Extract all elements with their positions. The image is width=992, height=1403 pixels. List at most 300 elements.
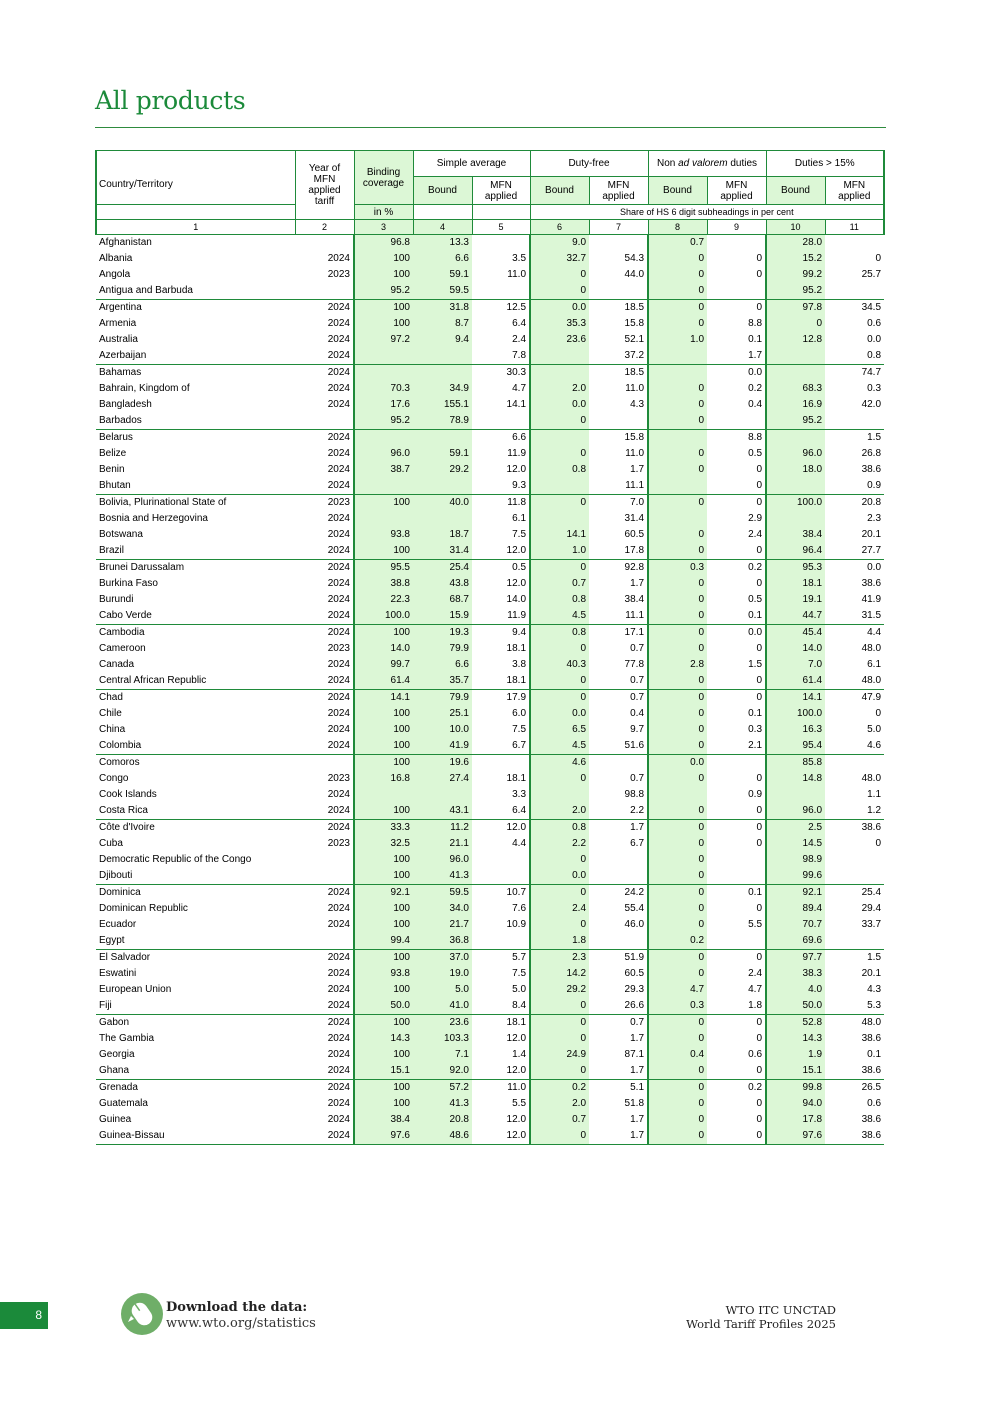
col-num-9: 9 (707, 220, 766, 235)
cell-value (413, 478, 472, 495)
cell-value: 7.5 (512, 724, 527, 735)
cell-value (825, 933, 884, 950)
cell-value: 10.9 (506, 919, 527, 930)
cell-value (707, 283, 766, 300)
cell-value: 32.5 (354, 836, 413, 852)
cell-value: 0 (648, 966, 707, 982)
cell-value: 2024 (327, 1033, 350, 1044)
cell-value: 0 (648, 690, 707, 707)
cell-country: Cook Islands (99, 789, 157, 800)
cell-country: Burundi (99, 594, 134, 605)
cell-value: 0.4 (648, 1047, 707, 1063)
cell-value: 0.7 (530, 1112, 589, 1128)
cell-value: 100.0 (766, 495, 825, 512)
cell-value: 70.3 (354, 381, 413, 397)
cell-value: 0 (648, 706, 707, 722)
cell-value: 74.7 (825, 365, 884, 382)
cell-value: 0 (648, 901, 707, 917)
cell-value: 0 (648, 446, 707, 462)
cell-country: Central African Republic (99, 675, 207, 686)
cell-value (295, 413, 354, 430)
table-row (96, 543, 884, 560)
cell-value: 0 (648, 1063, 707, 1080)
cell-value: 38.6 (861, 1114, 882, 1125)
cell-value: 100 (354, 982, 413, 998)
cell-value: 38.4 (354, 1112, 413, 1128)
cell-value: 59.5 (413, 283, 472, 300)
cell-value: 38.6 (825, 820, 884, 837)
header-country: Country/Territory (96, 151, 295, 205)
cell-value: 70.7 (766, 917, 825, 933)
cell-value: 2024 (295, 300, 354, 317)
cell-value: 2.5 (766, 820, 825, 837)
cell-value: 0.2 (648, 933, 707, 950)
cell-value (295, 235, 354, 252)
cell-value (472, 283, 530, 300)
cell-value: 95.2 (766, 413, 825, 430)
cell-value: 0 (530, 283, 589, 300)
cell-value: 25.4 (413, 560, 472, 577)
table-row (96, 836, 884, 852)
table-row (96, 917, 884, 933)
cell-value: 0 (707, 820, 766, 837)
cell-country: The Gambia (99, 1033, 155, 1044)
cell-value (648, 478, 707, 495)
cell-value: 2024 (327, 903, 350, 914)
cell-value (354, 348, 413, 365)
cell-value: 1.1 (867, 789, 882, 800)
cell-value: 31.4 (624, 513, 645, 524)
header-bound-nav: Bound (648, 177, 707, 205)
cell-value: 10.7 (472, 885, 530, 902)
cell-value: 22.3 (354, 592, 413, 608)
cell-country: Bahrain, Kingdom of (99, 383, 190, 394)
tariff-table (95, 150, 885, 1145)
cell-value: 0 (648, 1096, 707, 1112)
cell-value: 12.0 (472, 820, 530, 837)
cell-value (589, 235, 648, 252)
cell-value: 100 (354, 267, 413, 283)
cell-value: 0 (648, 397, 707, 413)
cell-value (354, 430, 413, 447)
cell-value: 2024 (327, 1114, 350, 1125)
cell-value: 5.5 (748, 919, 763, 930)
cell-value (766, 787, 825, 803)
table-row (96, 820, 884, 837)
cell-value: 0 (756, 480, 763, 491)
cell-value: 0.0 (707, 625, 766, 642)
cell-value: 2.0 (530, 381, 589, 397)
cell-value: 0.8 (530, 625, 589, 642)
cell-value: 0.7 (648, 235, 707, 252)
cell-value: 0.5 (748, 448, 763, 459)
cell-value: 0 (648, 852, 707, 868)
cell-value: 0.3 (748, 724, 763, 735)
cell-value: 4.4 (512, 838, 527, 849)
cell-value: 38.4 (624, 594, 645, 605)
cell-value: 0.0 (530, 300, 589, 317)
cell-country: Barbados (99, 415, 142, 426)
cell-value: 0.0 (825, 560, 884, 577)
cell-value: 38.3 (766, 966, 825, 982)
cell-value: 25.4 (825, 885, 884, 902)
cell-value (472, 933, 530, 950)
table-row (96, 413, 884, 430)
cell-value: 0 (648, 803, 707, 820)
cell-country: Ecuador (99, 919, 137, 930)
cell-value: 44.7 (766, 608, 825, 625)
cell-country: Dominica (96, 885, 295, 902)
cell-value: 20.8 (413, 1112, 472, 1128)
cell-value: 100.0 (354, 608, 413, 625)
header-mfn-df: MFN applied (589, 177, 648, 205)
cell-value: 8.7 (413, 316, 472, 332)
cell-value: 2024 (295, 820, 354, 837)
table-row (96, 495, 884, 512)
cell-value: 95.5 (354, 560, 413, 577)
cell-value: 2023 (327, 773, 350, 784)
cell-value: 42.0 (861, 399, 882, 410)
cell-value: 5.0 (867, 724, 882, 735)
cell-value: 61.4 (354, 673, 413, 690)
cell-value (766, 511, 825, 527)
cell-value: 2024 (327, 805, 350, 816)
cell-value: 97.8 (766, 300, 825, 317)
cell-value: 100 (354, 251, 413, 267)
cell-value (472, 868, 530, 885)
cell-value (707, 755, 766, 772)
cell-value: 16.9 (766, 397, 825, 413)
cell-value (589, 868, 648, 885)
cell-value: 2024 (327, 968, 350, 979)
cell-value: 68.3 (766, 381, 825, 397)
cell-value: 2024 (327, 919, 350, 930)
cell-value (295, 283, 354, 300)
cell-country: Canada (99, 659, 135, 670)
cell-value: 0.7 (530, 576, 589, 592)
table-body (96, 235, 884, 1145)
cell-value: 0.9 (748, 789, 763, 800)
cell-value (530, 430, 589, 447)
cell-value (413, 348, 472, 365)
cell-value: 18.1 (472, 1015, 530, 1032)
cell-value: 87.1 (624, 1049, 645, 1060)
cell-value: 0.2 (707, 560, 766, 577)
cell-value: 5.7 (472, 950, 530, 967)
cell-value (295, 852, 354, 868)
cell-value: 96.4 (766, 543, 825, 560)
cell-value: 100 (354, 868, 413, 885)
cell-value (589, 755, 648, 772)
cell-value: 2.1 (748, 740, 763, 751)
cell-value: 2024 (327, 594, 350, 605)
cell-value: 1.2 (867, 805, 882, 816)
cell-value: 40.0 (413, 495, 472, 512)
table-row (96, 608, 884, 625)
cell-value: 20.1 (861, 968, 882, 979)
cell-value: 0 (756, 643, 763, 654)
cell-value: 0 (648, 1128, 707, 1145)
cell-value: 0 (756, 805, 763, 816)
cell-value: 100 (354, 917, 413, 933)
cell-country: Bhutan (99, 480, 131, 491)
table-row (96, 901, 884, 917)
cell-country: Bahamas (96, 365, 295, 382)
publisher: WTO ITC UNCTAD (725, 1303, 836, 1317)
cell-value: 18.5 (589, 300, 648, 317)
cell-country: Côte d'Ivoire (96, 820, 295, 837)
cell-country: Brunei Darussalam (96, 560, 295, 577)
cell-value: 59.1 (413, 446, 472, 462)
cell-value: 2024 (295, 1015, 354, 1032)
cell-value: 37.2 (624, 350, 645, 361)
cell-value: 11.8 (472, 495, 530, 512)
table-row (96, 998, 884, 1015)
cell-value: 2024 (295, 950, 354, 967)
table-row (96, 966, 884, 982)
cell-value: 0.7 (630, 643, 645, 654)
cell-value: 92.8 (589, 560, 648, 577)
cell-value: 16.3 (766, 722, 825, 738)
cell-value: 24.9 (530, 1047, 589, 1063)
cell-value: 100 (354, 1047, 413, 1063)
cell-country: Gabon (96, 1015, 295, 1032)
table-row (96, 868, 884, 885)
cell-value (648, 430, 707, 447)
table-row (96, 787, 884, 803)
cell-value: 18.7 (413, 527, 472, 543)
cell-value (295, 933, 354, 950)
cell-value: 69.6 (766, 933, 825, 950)
cell-value: 5.3 (867, 1000, 882, 1011)
cell-value: 96.0 (766, 446, 825, 462)
cell-value: 14.3 (354, 1031, 413, 1047)
cell-value: 2024 (327, 383, 350, 394)
cell-value: 41.9 (861, 594, 882, 605)
cell-value: 0.0 (648, 755, 707, 772)
cell-value: 15.9 (413, 608, 472, 625)
table-row (96, 1063, 884, 1080)
cell-value: 4.7 (748, 984, 763, 995)
cell-value: 0 (875, 838, 882, 849)
cell-value: 23.6 (530, 332, 589, 348)
cell-value: 2024 (327, 578, 350, 589)
table-header (96, 151, 884, 235)
cell-country: Cambodia (96, 625, 295, 642)
cell-value: 95.2 (354, 283, 413, 300)
cell-value: 97.6 (766, 1128, 825, 1145)
cell-value: 0 (648, 625, 707, 642)
cell-value (825, 235, 884, 252)
cell-value: 0 (530, 560, 589, 577)
cell-value: 100 (354, 1080, 413, 1097)
cell-value: 0 (756, 903, 763, 914)
cell-value: 2024 (327, 675, 350, 686)
cell-value: 14.1 (506, 399, 527, 410)
cell-value: 0 (756, 1065, 763, 1076)
cell-value: 12.5 (472, 300, 530, 317)
cell-value: 2024 (295, 690, 354, 707)
cell-value: 61.4 (766, 673, 825, 690)
cell-value: 15.8 (589, 430, 648, 447)
cell-country: Belarus (96, 430, 295, 447)
cell-value (589, 283, 648, 300)
cell-value: 18.0 (766, 462, 825, 478)
col-num-8: 8 (648, 220, 707, 235)
cell-value: 16.8 (354, 771, 413, 787)
cell-value: 0 (648, 738, 707, 755)
cell-value: 1.5 (825, 430, 884, 447)
cell-value: 0 (875, 253, 882, 264)
cell-value: 0 (530, 1128, 589, 1145)
cell-country: Armenia (99, 318, 137, 329)
cell-value: 0 (530, 641, 589, 657)
cell-value: 15.8 (624, 318, 645, 329)
cell-value: 0 (756, 464, 763, 475)
cell-country: El Salvador (96, 950, 295, 967)
cell-value: 100 (354, 852, 413, 868)
col-num-6: 6 (530, 220, 589, 235)
cell-value: 24.2 (589, 885, 648, 902)
cell-value: 12.0 (506, 578, 527, 589)
download-link[interactable]: www.wto.org/statistics (166, 1316, 316, 1331)
mouse-cursor-icon (120, 1292, 164, 1336)
cell-value: 6.6 (413, 657, 472, 673)
cell-value: 0 (530, 998, 589, 1015)
header-mfn-avg: MFN applied (472, 177, 530, 205)
cell-country: Brazil (99, 545, 125, 556)
cell-value: 7.5 (512, 529, 527, 540)
header-mfn-nav: MFN applied (707, 177, 766, 205)
cell-value: 2024 (327, 740, 350, 751)
table-row (96, 511, 884, 527)
title-divider (95, 127, 886, 128)
cell-value: 3.3 (512, 789, 527, 800)
table-row (96, 283, 884, 300)
table-row (96, 576, 884, 592)
cell-value: 14.1 (354, 690, 413, 707)
cell-value: 0 (648, 462, 707, 478)
cell-value: 0 (530, 771, 589, 787)
cell-value: 1.7 (589, 820, 648, 837)
cell-value: 38.6 (861, 1033, 882, 1044)
cell-value: 11.0 (472, 1080, 530, 1097)
cell-value: 0 (707, 1128, 766, 1145)
cell-value: 43.1 (413, 803, 472, 820)
table-row (96, 641, 884, 657)
cell-value: 1.7 (630, 1114, 645, 1125)
cell-value: 19.6 (413, 755, 472, 772)
cell-value: 41.0 (413, 998, 472, 1015)
cell-value: 45.4 (766, 625, 825, 642)
cell-value: 0 (766, 316, 825, 332)
cell-value: 100 (354, 1096, 413, 1112)
cell-value: 95.2 (766, 283, 825, 300)
cell-value: 32.7 (530, 251, 589, 267)
cell-value: 2024 (295, 625, 354, 642)
cell-value: 0.1 (867, 1049, 882, 1060)
table-row (96, 527, 884, 543)
cell-value: 14.1 (530, 527, 589, 543)
table-row (96, 885, 884, 902)
cell-value: 0.7 (589, 1015, 648, 1032)
cell-value: 51.9 (589, 950, 648, 967)
cell-value: 2024 (327, 334, 350, 345)
cell-value: 14.3 (766, 1031, 825, 1047)
cell-country: Benin (99, 464, 125, 475)
cell-value: 8.8 (707, 430, 766, 447)
cell-value: 17.6 (354, 397, 413, 413)
publication-title: World Tariff Profiles 2025 (686, 1317, 836, 1331)
cell-value: 0.1 (707, 885, 766, 902)
cell-value: 38.6 (861, 578, 882, 589)
cell-value: 0 (648, 836, 707, 852)
cell-value: 100.0 (766, 706, 825, 722)
cell-value: 7.8 (512, 350, 527, 361)
cell-value: 19.1 (766, 592, 825, 608)
cell-value (707, 852, 766, 868)
cell-value: 97.2 (354, 332, 413, 348)
page-title: All products (95, 86, 246, 115)
cell-country: Guinea-Bissau (96, 1128, 295, 1145)
cell-value: 0.7 (630, 773, 645, 784)
cell-value: 100 (354, 625, 413, 642)
cell-value: 38.7 (354, 462, 413, 478)
cell-value: 2024 (327, 464, 350, 475)
cell-value: 12.0 (506, 1065, 527, 1076)
cell-value: 5.5 (512, 1098, 527, 1109)
cell-value: 92.0 (413, 1063, 472, 1080)
cell-value: 0 (530, 1063, 589, 1080)
cell-value: 0.2 (748, 383, 763, 394)
cell-value: 20.1 (861, 529, 882, 540)
cell-value (472, 235, 530, 252)
cell-value: 0 (648, 527, 707, 543)
table-row (96, 755, 884, 772)
col-num-5: 5 (472, 220, 530, 235)
cell-value: 41.9 (413, 738, 472, 755)
cell-value: 100 (354, 543, 413, 560)
cell-value: 28.0 (766, 235, 825, 252)
cell-value: 0 (530, 885, 589, 902)
cell-value: 0.5 (748, 594, 763, 605)
cell-value: 2.4 (530, 901, 589, 917)
cell-value: 95.3 (766, 560, 825, 577)
cell-value (530, 348, 589, 365)
cell-value: 2023 (295, 495, 354, 512)
cell-value: 99.6 (766, 868, 825, 885)
download-label: Download the data: (166, 1300, 308, 1315)
cell-value: 60.5 (624, 529, 645, 540)
cell-value: 0 (707, 300, 766, 317)
page-number: 8 (0, 1302, 48, 1329)
cell-value: 14.5 (766, 836, 825, 852)
cell-value: 100 (354, 1015, 413, 1032)
cell-value: 85.8 (766, 755, 825, 772)
header-binding-coverage: Binding coverage (354, 151, 413, 205)
cell-value: 2.0 (530, 803, 589, 820)
cell-value: 36.8 (413, 933, 472, 950)
cell-value: 8.8 (748, 318, 763, 329)
cell-value: 100 (354, 950, 413, 967)
cell-country: Guatemala (99, 1098, 148, 1109)
cell-value: 6.7 (512, 740, 527, 751)
cell-value: 0 (756, 545, 763, 556)
cell-value: 35.3 (530, 316, 589, 332)
table-row (96, 933, 884, 950)
col-num-1: 1 (96, 220, 295, 235)
table-row (96, 1112, 884, 1128)
